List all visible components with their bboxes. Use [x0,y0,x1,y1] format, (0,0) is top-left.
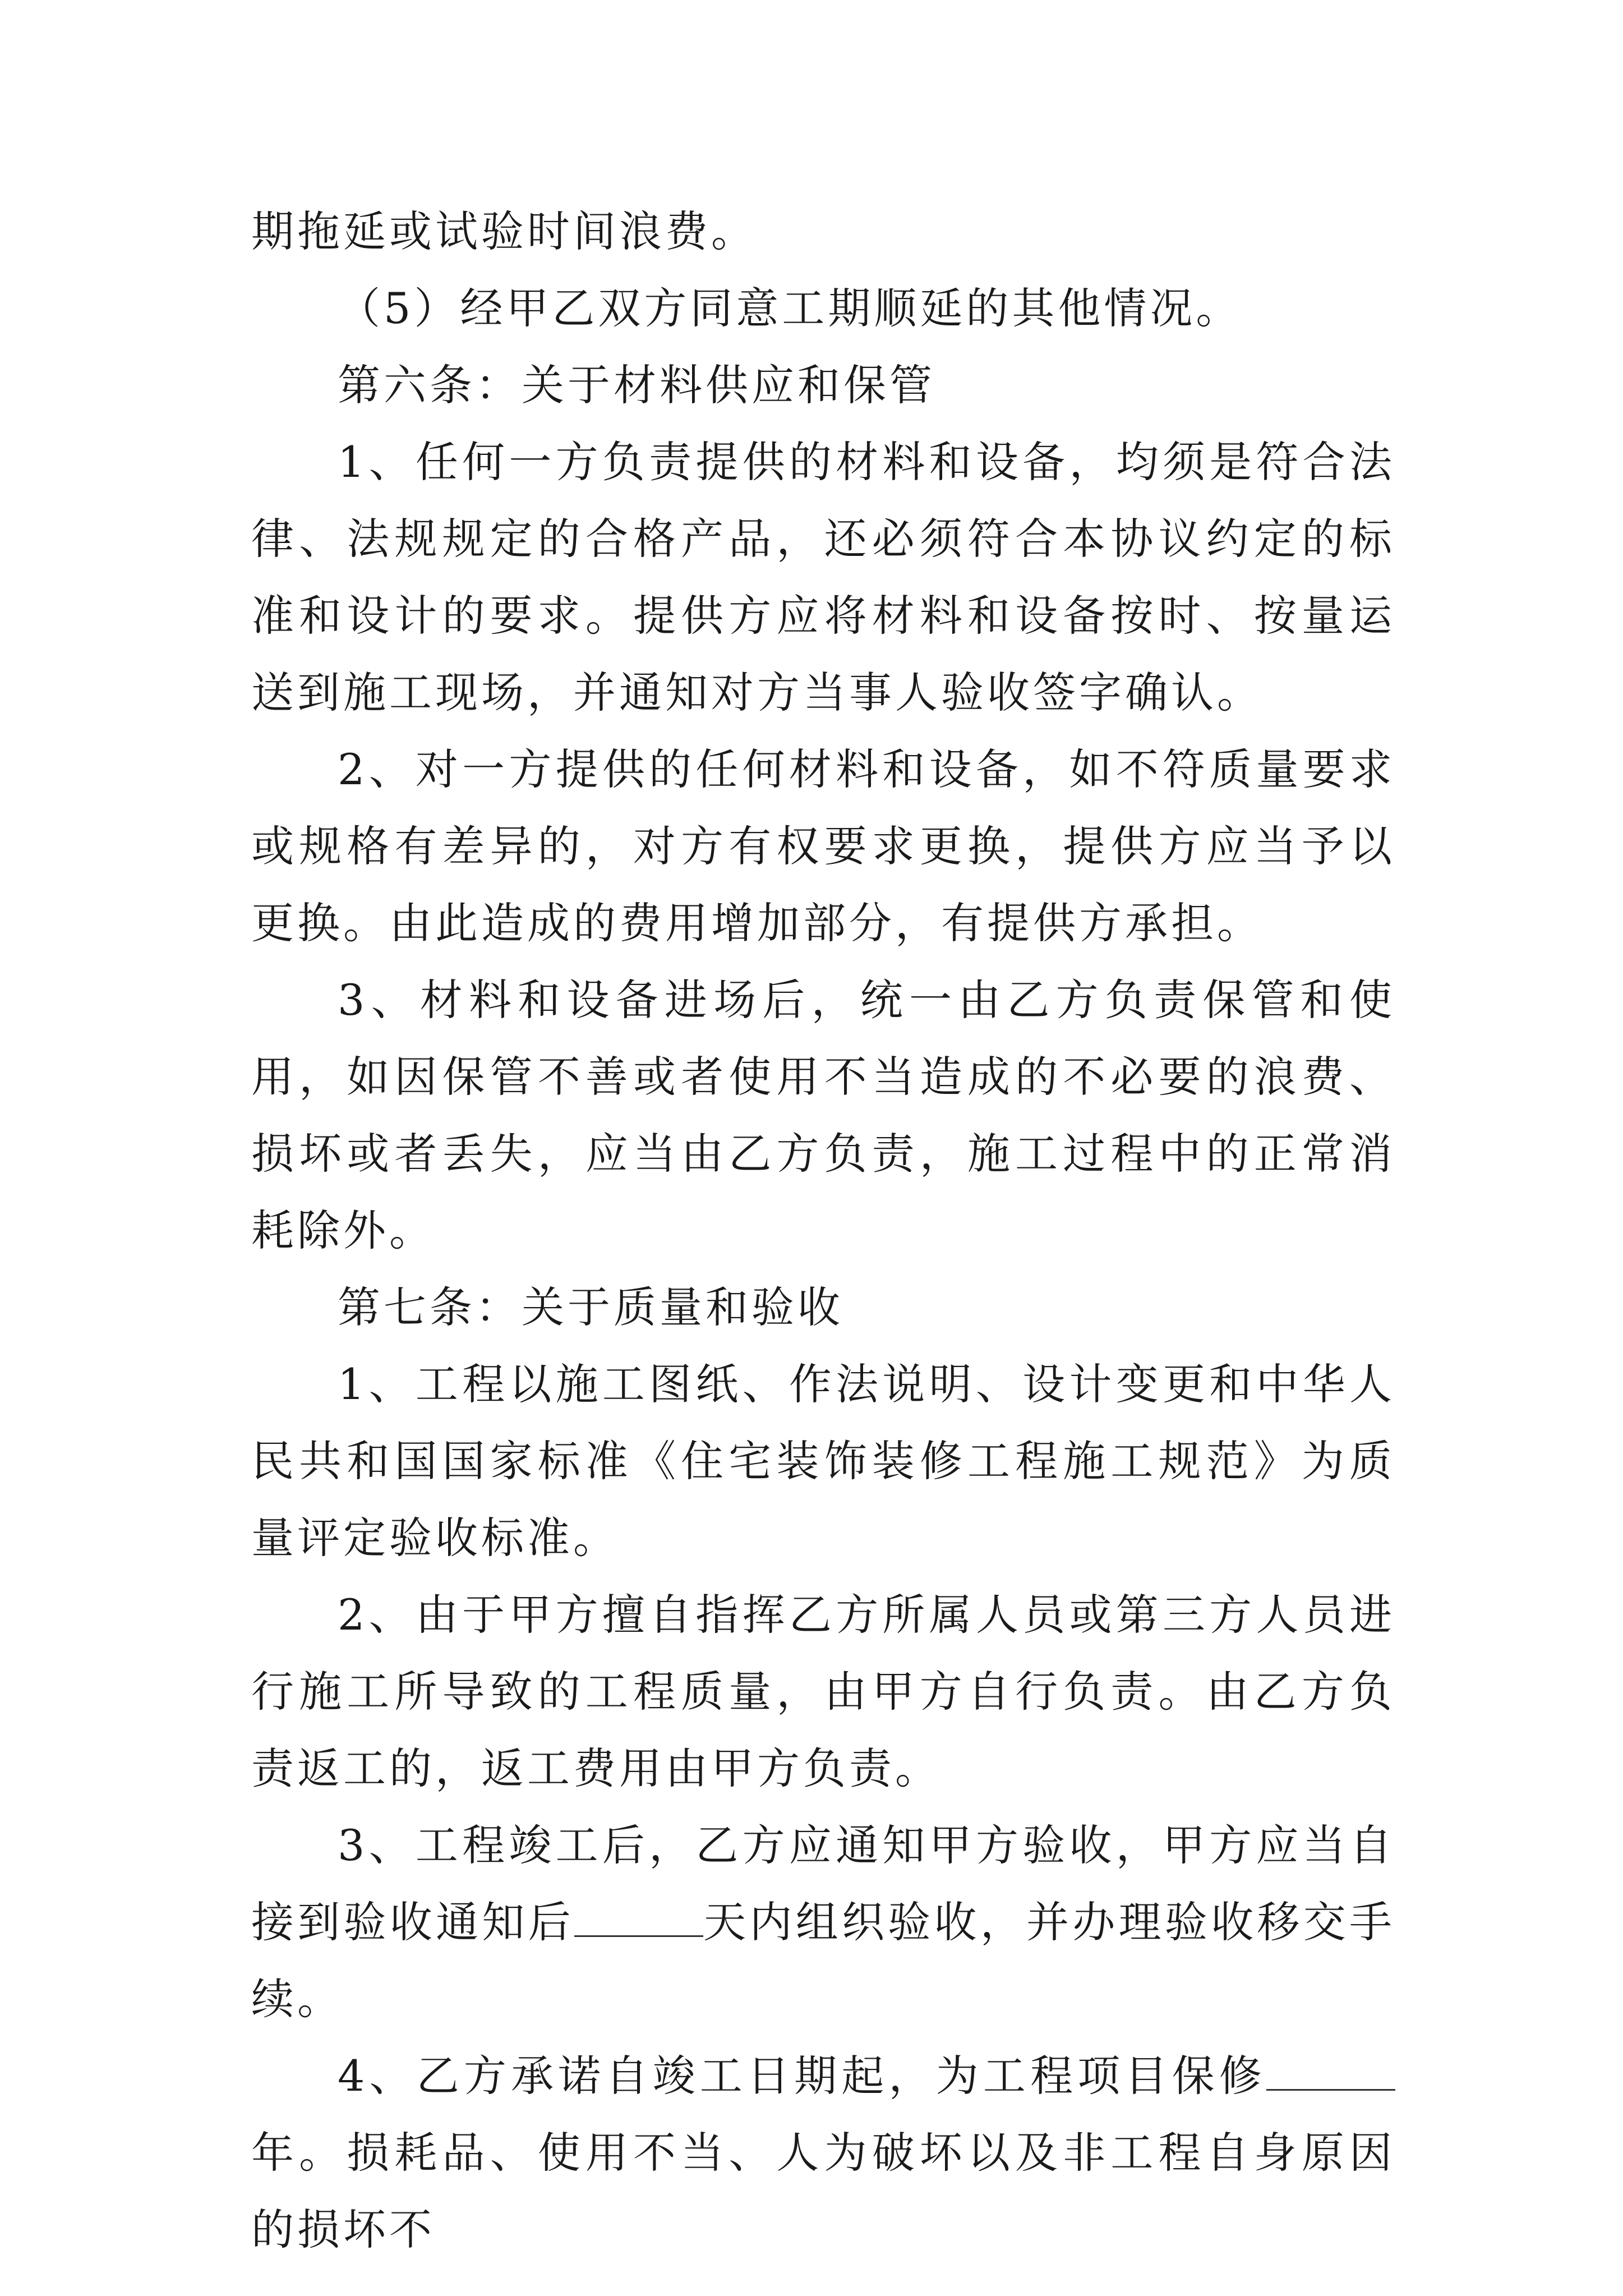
paragraph-continuation: 期拖延或试验时间浪费。 [251,206,757,256]
clause-3-text-after: 天内组织验收，并办理验收移交手续。 [251,1897,1396,2024]
paragraph-item-5: （5）经甲乙双方同意工期顺延的其他情况。 [338,283,1242,333]
article-7-clause-1: 1、工程以施工图纸、作法说明、设计变更和中华人民共和国国家标准《住宅装饰装修工程施工规范》为质量评定验收标准。 [251,1359,1395,1563]
article-7-clause-3 [251,1807,1395,2037]
article-7-clause-4 [251,2037,1395,2268]
article-6-heading: 第六条：关于材料供应和保管 [338,360,935,410]
article-7-heading: 第七条：关于质量和验收 [338,1282,843,1332]
clause-4-text-after: 年。损耗品、使用不当、人为破坏以及非工程自身原因的损坏不 [251,2128,1395,2254]
article-6-clause-3: 3、材料和设备进场后，统一由乙方负责保管和使用，如因保管不善或者使用不当造成的不必要的浪费、损坏或者丢失，应当由乙方负责，施工过程中的正常消耗除外。 [251,975,1395,1255]
warranty-years-blank [1266,2046,1395,2091]
document-body [251,193,1395,2268]
clause-3-text-before: 3、工程竣工后，乙方应通知甲方验收，甲方应当自接到验收通知后 [251,1820,1395,1947]
acceptance-days-blank [574,1893,703,1937]
clause-4-text-before: 4、乙方承诺自竣工日期起，为工程项目保修 [338,2051,1266,2101]
article-6-clause-2: 2、对一方提供的任何材料和设备，如不符质量要求或规格有差异的，对方有权要求更换，提供方应当予以更换。由此造成的费用增加部分，有提供方承担。 [251,744,1395,948]
article-7-clause-2: 2、由于甲方擅自指挥乙方所属人员或第三方人员进行施工所导致的工程质量，由甲方自行负责。由乙方负责返工的，返工费用由甲方负责。 [251,1590,1395,1793]
article-6-clause-1: 1、任何一方负责提供的材料和设备，均须是符合法律、法规规定的合格产品，还必须符合本协议约定的标准和设计的要求。提供方应将材料和设备按时、按量运送到施工现场，并通知对方当事人验收签字确认。 [251,437,1395,717]
